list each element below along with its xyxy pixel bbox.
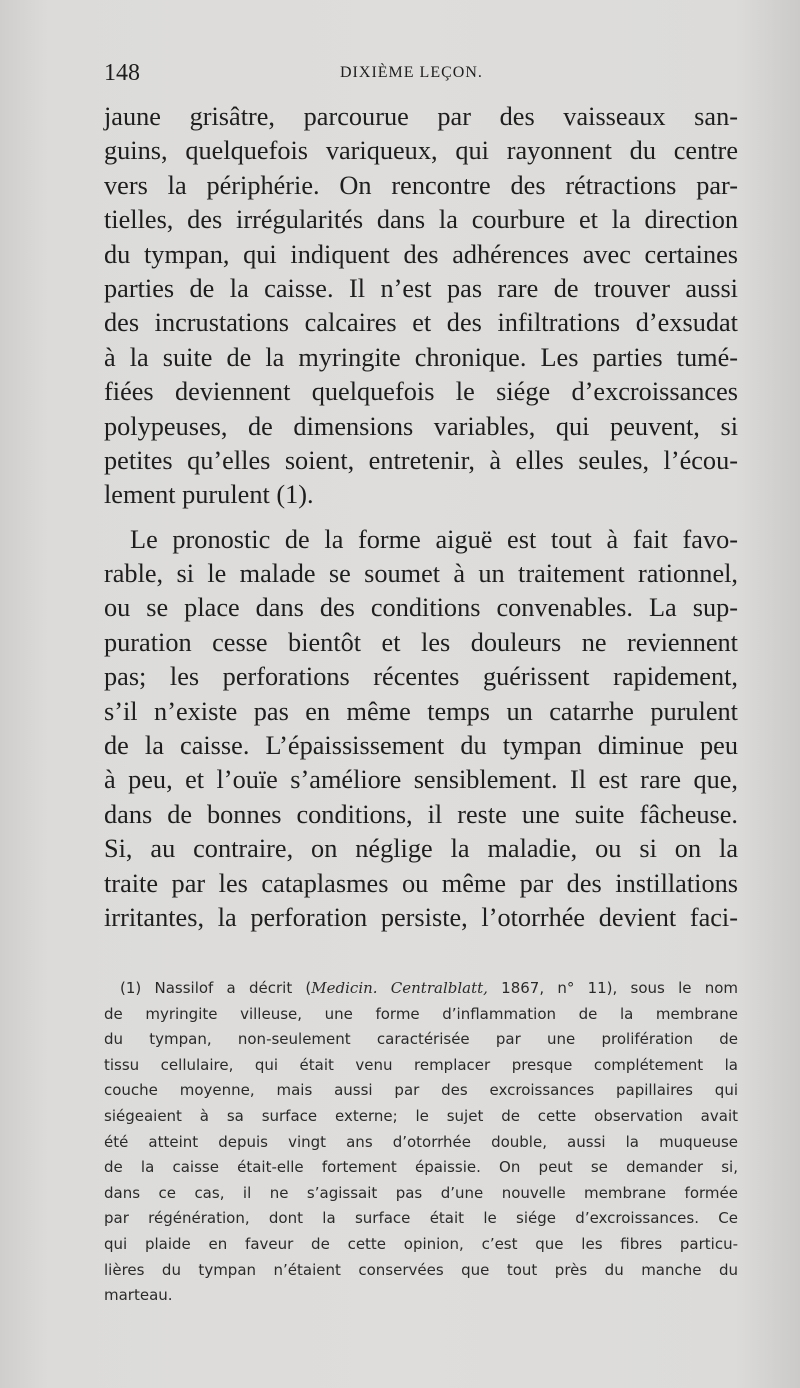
text-line: irritantes, la perforation persiste, l’otorrhée devient faci- <box>104 902 738 932</box>
text-line: vers la périphérie. On rencontre des rétractions par- <box>104 170 738 200</box>
footnote-line <box>104 976 738 1002</box>
footnote-line: été atteint depuis vingt ans d’otorrhée double, aussi la muqueuse <box>104 1132 738 1151</box>
text-line: s’il n’existe pas en même temps un catarrhe purulent <box>104 696 738 726</box>
text-line: des incrustations calcaires et des infiltrations d’exsudat <box>104 308 738 338</box>
text-line: tielles, des irrégularités dans la courbure et la direction <box>104 205 738 235</box>
text-line: polypeuses, de dimensions variables, qui peuvent, si <box>104 411 738 441</box>
footnote-line: tissu cellulaire, qui était venu remplacer presque complétement la <box>104 1055 738 1074</box>
footnote-line: qui plaide en faveur de cette opinion, c’est que les fibres particu- <box>104 1234 738 1253</box>
text-line: à peu, et l’ouïe s’améliore sensiblement. Il est rare que, <box>104 765 738 795</box>
text-line: Si, au contraire, on néglige la maladie, ou si on la <box>104 834 738 864</box>
footnote-line: dans ce cas, il ne s’agissait pas d’une nouvelle membrane formée <box>104 1183 738 1202</box>
text-line: à la suite de la myringite chronique. Les parties tumé- <box>104 342 738 372</box>
text-line: petites qu’elles soient, entretenir, à elles seules, l’écou- <box>104 445 738 475</box>
footnote-citation: Medicin. Centralblatt, <box>311 979 488 997</box>
text-line: ou se place dans des conditions convenables. La sup- <box>104 593 738 623</box>
footnote-line: de myringite villeuse, une forme d’inflammation de la membrane <box>104 1004 738 1023</box>
text-line: dans de bonnes conditions, il reste une suite fâcheuse. <box>104 799 738 829</box>
footnote-line: de la caisse était-elle fortement épaissie. On peut se demander si, <box>104 1158 738 1177</box>
text-line: jaune grisâtre, parcourue par des vaisseaux san- <box>104 102 738 131</box>
text-line: rable, si le malade se soumet à un traitement rationnel, <box>104 559 738 589</box>
page-header <box>104 60 744 90</box>
text-line: parties de la caisse. Il n’est pas rare de trouver aussi <box>104 273 738 303</box>
page-number: 148 <box>104 60 140 86</box>
text-line: puration cesse bientôt et les douleurs ne reviennent <box>104 627 738 657</box>
text-line: pas; les perforations récentes guérissent rapidement, <box>104 662 738 692</box>
text-line: fiées deviennent quelquefois le siége d’excroissances <box>104 377 738 407</box>
text-line: lement purulent (1). <box>104 480 314 510</box>
footnote <box>104 976 738 1309</box>
footnote-line: marteau. <box>104 1286 173 1305</box>
text-line: guins, quelquefois variqueux, qui rayonnent du centre <box>104 136 738 166</box>
footnote-line: couche moyenne, mais aussi par des excroissances papillaires qui <box>104 1081 738 1100</box>
footnote-line: par régénération, dont la surface était le siége d’excroissances. Ce <box>104 1209 738 1228</box>
footnote-line: du tympan, non-seulement caractérisée par une prolifération de <box>104 1030 738 1049</box>
footnote-text: 1867, n° 11), sous le nom <box>487 979 738 997</box>
text-line: Le pronostic de la forme aiguë est tout à fait favo- <box>130 524 738 554</box>
text-line: du tympan, qui indiquent des adhérences avec certaines <box>104 239 738 269</box>
footnote-text: (1) Nassilof a décrit ( <box>120 979 312 997</box>
footnote-line: lières du tympan n’étaient conservées que tout près du manche du <box>104 1260 738 1279</box>
text-line: de la caisse. L’épaississement du tympan diminue peu <box>104 731 738 761</box>
text-line: traite par les cataplasmes ou même par des instillations <box>104 868 738 898</box>
running-head: DIXIÈME LEÇON. <box>340 64 483 81</box>
body-text <box>104 100 738 935</box>
paragraph-gap <box>104 513 738 523</box>
footnote-line: siégeaient à sa surface externe; le sujet de cette observation avait <box>104 1106 738 1125</box>
